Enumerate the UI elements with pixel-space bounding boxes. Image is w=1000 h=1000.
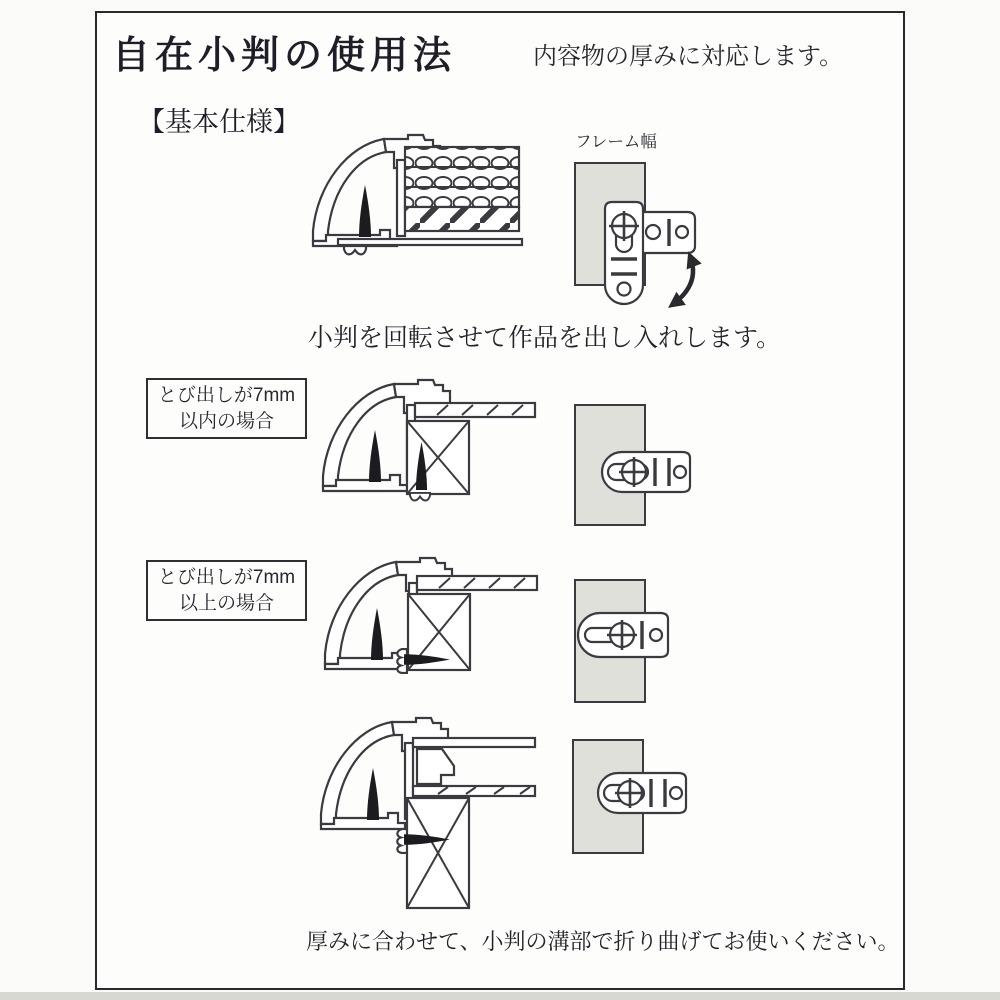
koban-clip-rotated bbox=[605, 202, 643, 304]
koban-clip-flat bbox=[598, 773, 686, 813]
case-over-7mm-label bbox=[146, 560, 307, 621]
thick-contents-koban-diagram bbox=[568, 735, 703, 857]
case-label-line: 以上の場合 bbox=[178, 593, 274, 614]
koban-clip-bent bbox=[578, 613, 668, 657]
case-within-7mm-label bbox=[146, 378, 307, 439]
glass-strip bbox=[413, 738, 535, 747]
basic-caption: 小判を回転させて作品を出し入れします。 bbox=[308, 324, 782, 352]
glass-strip bbox=[413, 786, 535, 796]
hatched-backing-board bbox=[405, 207, 519, 231]
glass-strip bbox=[415, 403, 535, 417]
backing-plate bbox=[338, 239, 522, 245]
koban-clip-edge bbox=[344, 246, 366, 254]
screw-icon bbox=[359, 185, 371, 237]
screw-icon bbox=[371, 608, 383, 660]
spacer-profile bbox=[417, 749, 454, 784]
scan-edge-band bbox=[0, 992, 1000, 1000]
basic-spec-heading: 【基本仕様】 bbox=[138, 107, 300, 137]
basic-frame-cross-section bbox=[300, 133, 540, 265]
basic-koban-rotation-diagram bbox=[568, 150, 708, 318]
bubble-wrap-contents bbox=[405, 147, 519, 207]
over-7mm-cross-section bbox=[312, 556, 547, 688]
koban-clip-edge bbox=[410, 493, 430, 501]
header-note: 内容物の厚みに対応します。 bbox=[533, 43, 844, 70]
screw-icon bbox=[369, 430, 381, 482]
glass-strip bbox=[417, 576, 537, 590]
within-7mm-koban-diagram bbox=[570, 402, 700, 528]
rotation-arrow-icon bbox=[672, 256, 693, 305]
screw-icon bbox=[367, 768, 379, 820]
frame-width-label: フレーム幅 bbox=[575, 133, 657, 151]
case-label-line: とび出しが7mm bbox=[157, 567, 296, 588]
footer-caption: 厚みに合わせて、小判の溝部で折り曲げてお使いください。 bbox=[306, 929, 900, 954]
over-7mm-koban-diagram bbox=[570, 575, 695, 707]
case-label-line: 以内の場合 bbox=[178, 411, 274, 432]
case-label-line: とび出しが7mm bbox=[157, 385, 296, 406]
artwork-box bbox=[407, 798, 469, 908]
page-title: 自在小判の使用法 bbox=[112, 35, 457, 77]
within-7mm-cross-section bbox=[310, 378, 545, 506]
koban-clip-flat bbox=[602, 452, 690, 492]
thick-contents-cross-section bbox=[308, 716, 548, 912]
